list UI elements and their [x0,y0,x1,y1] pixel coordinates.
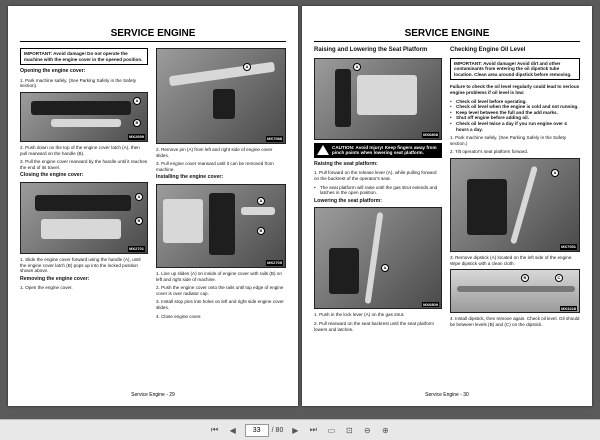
opening-step-1: 1. Park machine safely. (See Parking Safely in the Safety section). [20,77,137,89]
oil-bullet: • Check oil level when the engine is cold and not running. [450,104,580,110]
lowering-step-2: 2. Pull rearward on the seat backrest until the seat platform lowers and latches. [314,320,435,332]
right-column [450,48,580,330]
oil-step-3: 3. Remove dipstick (A) located on the left side of the engine. Wipe dipstick with a clean cloth. [450,254,573,266]
cover-rails-photo [156,184,286,268]
photo-caption: MX2701 [129,246,144,252]
cover-slide-pin-photo [156,48,286,144]
raising-bullet: • The seat platform will raise until the gas strut extends and latches in the open position. [314,185,442,196]
right-column [156,48,286,322]
photo-caption: MX7051 [561,244,576,250]
page-indicator [245,424,284,437]
callout-a: A [381,264,389,272]
installing-step-1: 1. Line up slides (A) on inside of engine cover with rails (B) on left and right side of machine. [156,270,282,282]
viewer-toolbar [0,419,600,440]
callout-b: B [521,274,529,282]
page-footer: Service Engine - 29 [131,392,175,398]
engine-cover-latch-photo [20,92,148,142]
oil-step-1: 1. Park machine safely. (See Parking Safely in the Safety section.) [450,135,567,146]
page-footer: Service Engine - 30 [425,392,469,398]
oil-bullet: • Keep level between the full and the add marks. [450,110,580,116]
left-page [8,6,298,406]
right-page [302,6,592,406]
removing-step-2: 2. Remove pin (A) from left and right side of engine cover slides. [156,147,273,158]
oil-failure-note: Failure to check the oil level regularly could lead to serious engine problems if oil level is low: [450,84,580,95]
lowering-heading: Lowering the seat platform: [314,197,383,204]
oil-step-2: 2. Tilt operator's seat platform forward. [450,149,529,155]
raising-step-1: 1. Pull forward on the release lever (A), while pulling forward on the backrest of the operator's seat. [314,170,437,181]
dipstick-level-photo [450,269,580,313]
opening-step-2: 2. Push down on the top of the engine cover latch (A), then pull rearward on the handle (B). [20,144,140,156]
callout-a: A [135,193,143,201]
callout-b: B [133,119,141,127]
oil-bullet: • Shut off engine before adding oil. [450,115,580,121]
left-column [20,48,148,294]
oil-bullet: • Check oil level twice a day if you run engine over 4 hours a day. [450,121,580,132]
photo-caption: MX6808 [423,132,438,137]
gas-strut-photo [314,207,442,309]
installing-heading: Installing the engine cover: [156,174,224,181]
first-page-icon[interactable]: ⏮ [211,425,219,434]
zoom-in-icon[interactable]: ⊕ [381,425,389,435]
callout-c: C [555,274,563,282]
closing-heading: Closing the engine cover: [20,172,84,179]
closing-step-1: 1. Slide the engine cover forward using the handle (A), until the engine cover latch (B) pops up into the locked position shown above. [20,256,141,274]
callout-a: A [243,63,251,71]
caution-warning [314,143,442,158]
total-pages: / 80 [271,426,284,434]
callout-b: B [135,217,143,225]
page-view-icon[interactable]: ▭ [327,425,336,435]
page-title: SERVICE ENGINE [314,28,580,42]
next-page-icon[interactable]: ▶ [292,425,299,435]
installing-step-2: 2. Push the engine cover onto the rails until top edge of engine cover is over radiator cap. [156,285,284,296]
opening-step-3: 3. Pull the engine cover rearward by the handle until it reaches the end of its travel. [20,159,148,170]
callout-a: A [257,197,265,205]
fit-page-icon[interactable]: ⊡ [345,425,353,435]
raising-heading: Raising the seat platform: [314,160,378,167]
callout-b: B [257,227,265,235]
photo-caption: MX3228 [561,305,576,311]
dipstick-location-photo [450,158,580,252]
photo-caption: MX2699 [129,134,144,140]
oil-important-note: IMPORTANT: Avoid damage! Avoid dirt and other contaminants from entering the oil dipstick tube location. Clean area around dipstick before removing. [450,58,580,81]
removing-step-3: 3. Pull engine cover rearward until it can be removed from machine. [156,161,274,172]
installing-step-3: 3. Install stop pins into holes on left and right side engine cover slides. [156,299,284,310]
photo-caption: MX7088 [267,136,282,142]
previous-page-icon[interactable]: ◀ [229,425,236,435]
left-column [314,48,442,335]
important-note: IMPORTANT: Avoid damage! Do not operate the machine with the engine cover in the opened position. [20,48,148,65]
photo-caption: MX6809 [423,301,438,307]
lowering-step-1: 1. Push in the lock lever (A) on the gas strut. [314,312,405,318]
seat-platform-heading: Raising and Lowering the Seat Platform [314,47,428,53]
page-title: SERVICE ENGINE [20,28,286,42]
caution-text: CAUTION: Avoid Injury! Keep fingers away from pinch points when lowering seat platform. [332,144,437,156]
seat-release-lever-photo [314,58,442,140]
page-number-input[interactable] [245,424,269,437]
zoom-out-icon[interactable]: ⊖ [363,425,371,435]
removing-step-1: 1. Open the engine cover. [20,285,73,291]
warning-triangle-icon [317,145,329,155]
callout-a: A [353,63,361,71]
callout-a: A [551,169,559,177]
installing-step-4: 4. Close engine cover. [156,313,202,319]
oil-bullet: • Check oil level before operating. [450,99,580,105]
removing-heading: Removing the engine cover: [20,275,90,282]
last-page-icon[interactable]: ⏭ [309,425,317,434]
engine-cover-handle-photo [20,182,148,254]
callout-a: A [133,97,141,105]
oil-level-heading: Checking Engine Oil Level [450,47,526,53]
opening-heading: Opening the engine cover: [20,68,86,75]
photo-caption: MX2705 [267,260,282,266]
oil-step-4: 4. Install dipstick, then remove again. Check oil level. Oil should be between levels (B) and (C) on the dipstick. [450,316,580,327]
